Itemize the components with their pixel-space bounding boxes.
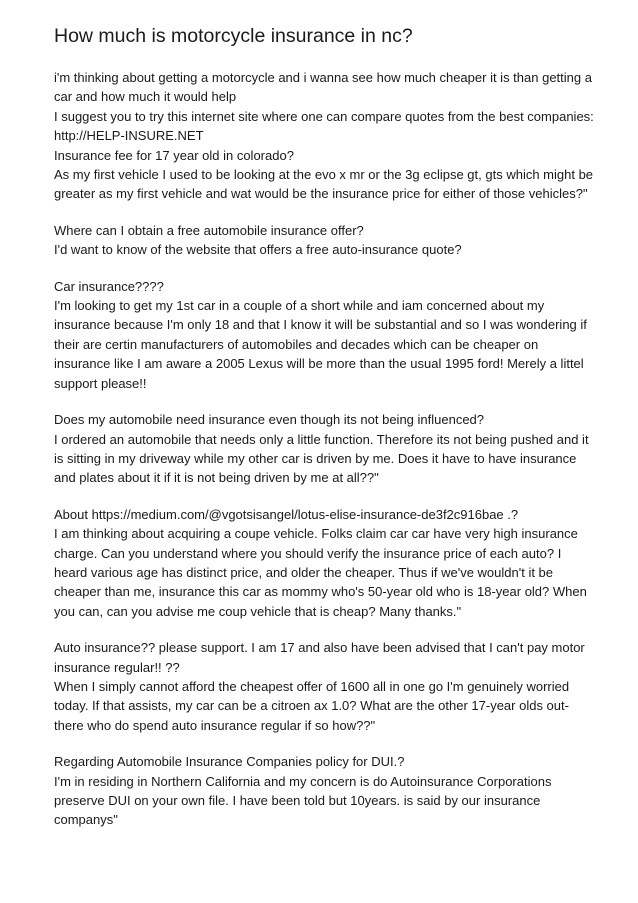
paragraph: I'd want to know of the website that offers a free auto-insurance quote?	[54, 242, 462, 258]
paragraph: I am thinking about acquiring a coupe vehicle. Folks claim car car have very high insurance charge. Can you understand where you should verify the insurance price of each auto? I heard various age has distinct price, and older the cheaper. Thus if we've wouldn't it be cheaper than me, insurance this car as mommy who's 50-year old who is 18-year old? When you can, can you advise me coup vehicle that is cheap? Many thanks."	[54, 526, 587, 619]
text-block	[54, 505, 594, 621]
paragraph: I'm in residing in Northern California and my concern is do Autoinsurance Corporations preserve DUI on your own file. I have been told but 10years. is said by our insurance companys"	[54, 773, 552, 828]
paragraph: About https://medium.com/@vgotsisangel/lotus-elise-insurance-de3f2c916bae .?	[54, 506, 519, 522]
paragraph: When I simply cannot afford the cheapest offer of 1600 all in one go I'm genuinely worried today. If that assists, my car can be a citroen ax 1.0? What are the other 17-year olds out-there who do spend auto insurance regular if so how??"	[54, 678, 570, 733]
paragraph: As my first vehicle I used to be looking at the evo x mr or the 3g eclipse gt, gts which might be greater as my first vehicle and wat would be the insurance price for either of those vehicles?"	[54, 167, 594, 202]
paragraph: I ordered an automobile that needs only a little function. Therefore its not being pushed and it is sitting in my driveway while my other car is driven by me. Does it have to have insurance and plates about it if it is not being driven by me at all??"	[54, 431, 589, 486]
paragraph: Auto insurance?? please support. I am 17 and also have been advised that I can't pay motor insurance regular!! ??	[54, 640, 585, 675]
paragraph: Does my automobile need insurance even though its not being influenced?	[54, 412, 485, 428]
text-block	[54, 277, 594, 393]
text-block	[54, 752, 594, 830]
paragraph: Regarding Automobile Insurance Companies policy for DUI.?	[54, 754, 405, 770]
paragraph: Insurance fee for 17 year old in colorado?	[54, 147, 294, 163]
paragraph: Car insurance????	[54, 278, 164, 294]
paragraph: I'm looking to get my 1st car in a couple of a short while and iam concerned about my insurance because I'm only 18 and that I know it will be substantial and so I was wondering if their are certin manufacturers of automobiles and decades which can be cheaper on insurance like I am aware a 2005 Lexus will be more than the usual 1995 ford! Merely a littel support please!!	[54, 298, 587, 391]
paragraph: I suggest you to try this internet site where one can compare quotes from the best companies: http://HELP-INSURE.NET	[54, 108, 594, 144]
paragraph: Where can I obtain a free automobile insurance offer?	[54, 222, 364, 238]
text-block	[54, 221, 594, 260]
text-block	[54, 410, 594, 488]
page-title: How much is motorcycle insurance in nc?	[54, 25, 413, 47]
document-page	[54, 22, 594, 847]
paragraph: i'm thinking about getting a motorcycle and i wanna see how much cheaper it is than getting a car and how much it would help	[54, 70, 592, 105]
text-block	[54, 68, 594, 204]
text-block	[54, 638, 594, 735]
